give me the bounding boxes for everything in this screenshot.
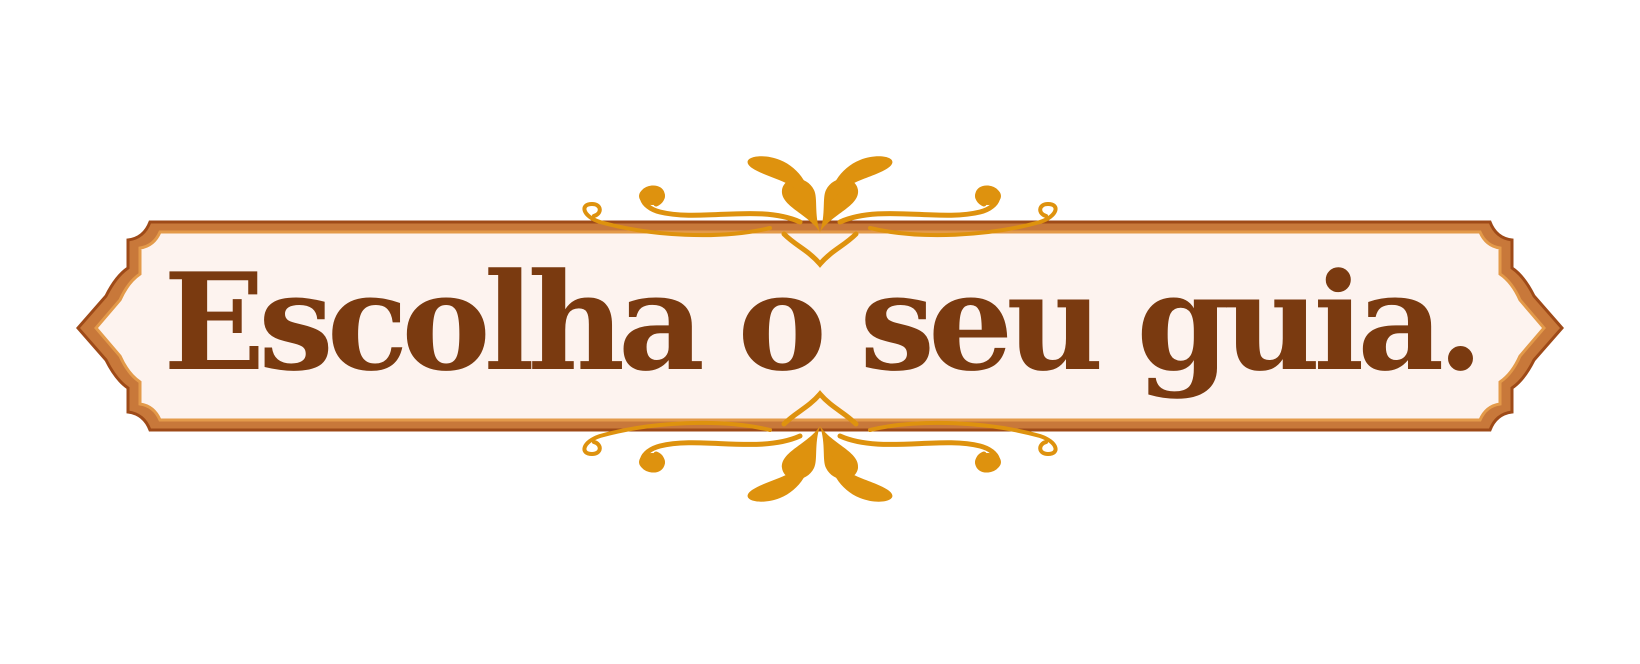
headline-text: Escolha o seu guia. [163, 243, 1477, 401]
headline [130, 232, 1510, 422]
